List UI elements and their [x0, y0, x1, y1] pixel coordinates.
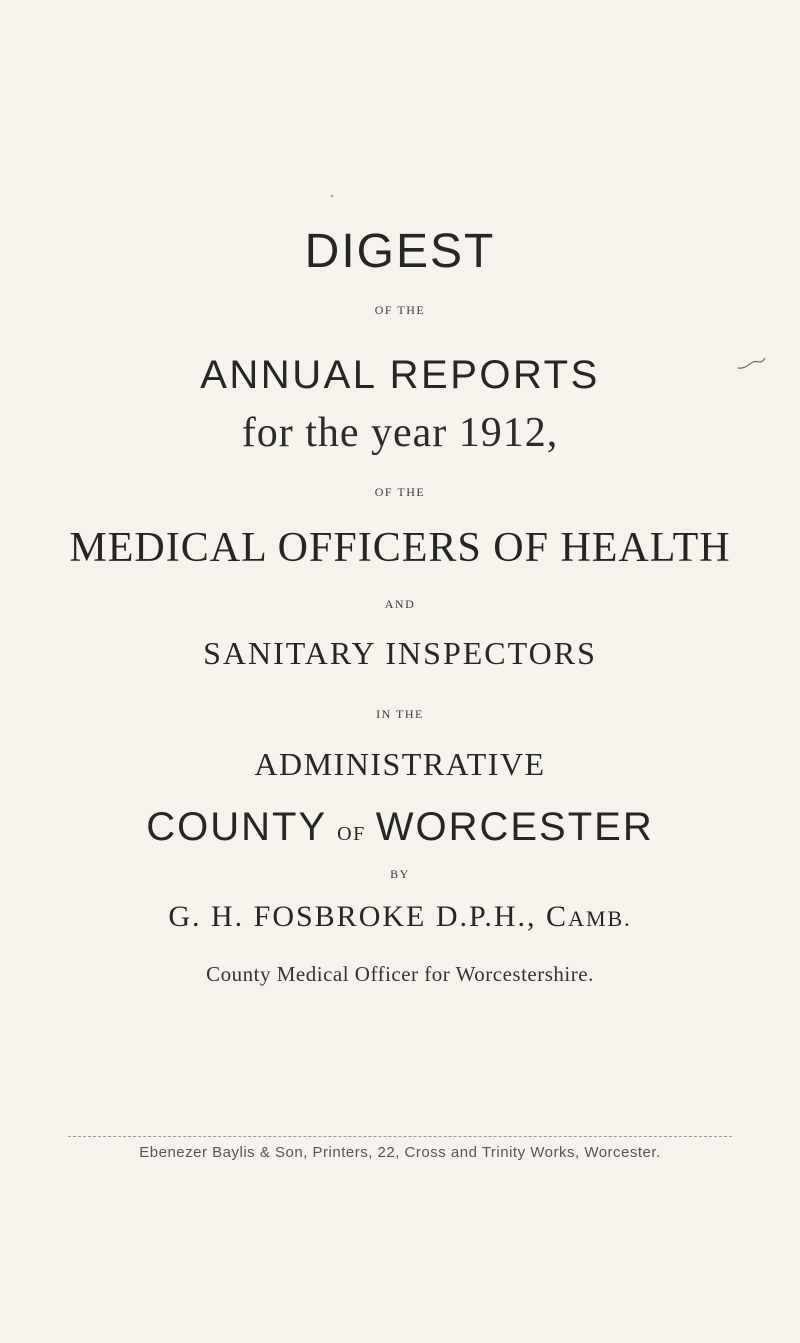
connector-in-the: IN THE	[376, 707, 424, 721]
medical-officers-heading: MEDICAL OFFICERS OF HEALTH	[69, 525, 731, 571]
connector-of-the-2: OF THE	[374, 485, 426, 499]
author-line	[0, 902, 800, 932]
printer-imprint: Ebenezer Baylis & Son, Printers, 22, Cross and Trinity Works, Worcester.	[139, 1144, 661, 1161]
year-line: for the year 1912,	[241, 410, 559, 456]
author-camb	[546, 900, 632, 933]
connector-of-the: OF THE	[374, 303, 426, 317]
camb-rest: AMB.	[568, 906, 632, 931]
county-heading	[0, 807, 800, 847]
connector-and: AND	[384, 597, 416, 611]
author-name: G. H. FOSBROKE D.P.H.,	[168, 900, 537, 933]
imprint-divider	[68, 1136, 732, 1137]
ink-spot: •	[330, 189, 335, 203]
county-name: WORCESTER	[375, 805, 654, 849]
sanitary-inspectors-heading: SANITARY INSPECTORS	[203, 635, 597, 671]
county-of: OF	[337, 823, 366, 845]
author-title: County Medical Officer for Worcestershire.	[206, 962, 594, 986]
county-word: COUNTY	[146, 805, 328, 849]
annual-reports-heading: ANNUAL REPORTS	[200, 353, 600, 397]
connector-by: BY	[390, 867, 410, 881]
camb-initial: C	[546, 900, 569, 933]
administrative-heading: ADMINISTRATIVE	[254, 746, 546, 782]
document-title: DIGEST	[304, 225, 496, 278]
